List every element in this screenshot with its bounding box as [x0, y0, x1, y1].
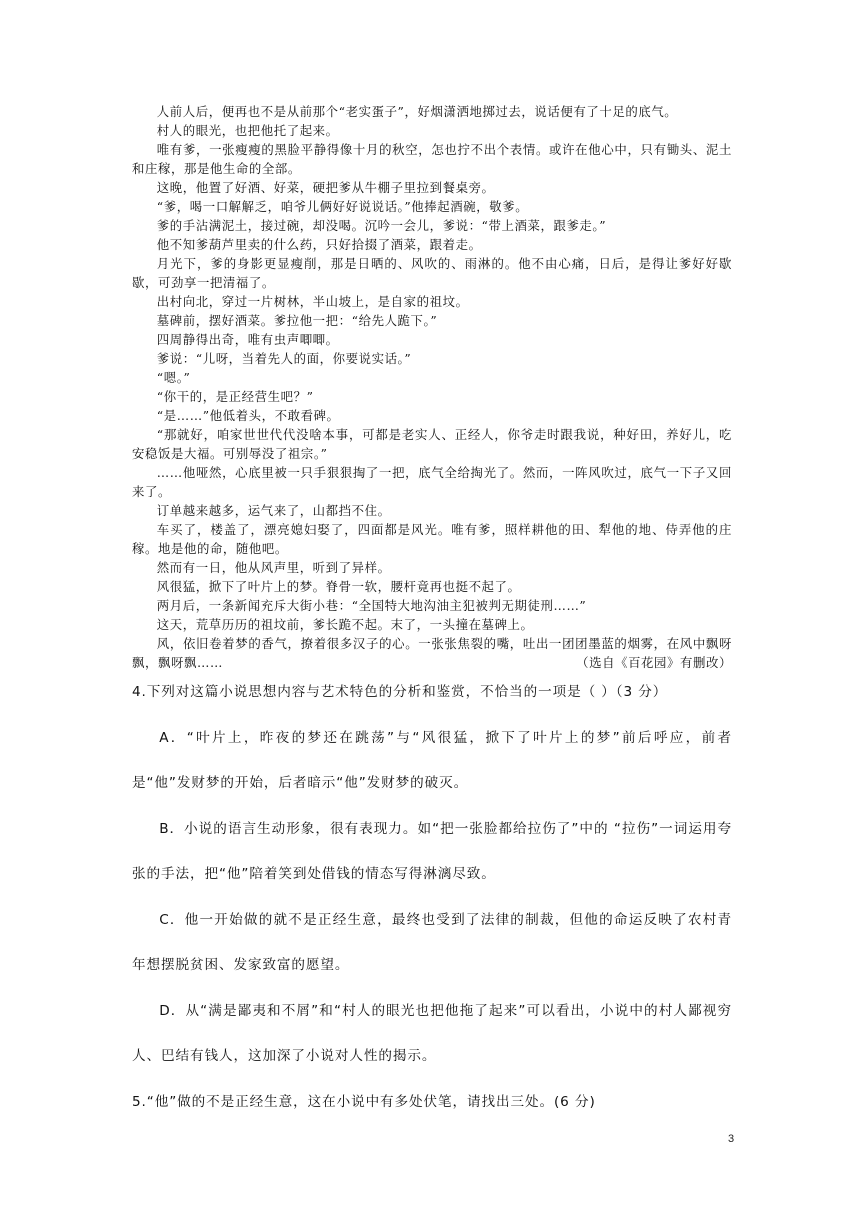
- option-d: D．从“满是鄙夷和不屑”和“村人的眼光也把他拖了起来”可以看出，小说中的村人鄙视穷人、巴结有钱人，这加深了小说对人性的揭示。: [132, 1002, 732, 1064]
- questions-section: [132, 670, 732, 1125]
- story-paragraph: 唯有爹，一张瘦瘦的黑脸平静得像十月的秋空，怎也拧不出个表情。或许在他心中，只有锄头、泥土和庄稼，那是他生命的全部。: [132, 142, 732, 176]
- story-paragraph: 两月后，一条新闻充斥大街小巷：“全国特大地沟油主犯被判无期徒刑……”: [156, 598, 587, 613]
- story-paragraph: 订单越来越多，运气来了，山都挡不住。: [156, 503, 391, 518]
- story-final-paragraph: [132, 634, 732, 672]
- question-4-stem: 4.下列对这篇小说思想内容与艺术特色的分析和鉴赏，不恰当的一项是（ ）（3 分）: [132, 684, 668, 700]
- story-paragraph: “是……”他低着头，不敢看碑。: [156, 408, 340, 423]
- story-paragraph: 村人的眼光，也把他托了起来。: [156, 123, 339, 138]
- story-paragraph: 这天，荒草历历的祖坟前，爹长跪不起。末了，一头撞在墓碑上。: [156, 617, 534, 632]
- story-paragraph: 爹说：“儿呀，当着先人的面，你要说实话。”: [156, 351, 412, 366]
- story-paragraph: 爹的手沾满泥土，接过碗，却没喝。沉吟一会儿，爹说：“带上酒菜，跟爹走。”: [156, 218, 607, 233]
- story-paragraph: “你干的，是正经营生吧？”: [156, 389, 314, 404]
- option-a: A．“叶片上，昨夜的梦还在跳荡”与“风很猛，掀下了叶片上的梦”前后呼应，前者是“他”发财梦的开始，后者暗示“他”发财梦的破灭。: [132, 729, 732, 791]
- story-last-text: 风，依旧卷着梦的香气，撩着很多汉子的心。一张张焦裂的嘴，吐出一团团墨蓝的烟雾，在风中飘呀飘，飘呀飘……: [132, 636, 732, 670]
- story-paragraph: 风很猛，掀下了叶片上的梦。脊骨一软，腰杆竟再也挺不起了。: [156, 579, 521, 594]
- option-b: B．小说的语言生动形象，很有表现力。如“把一张脸都给拉伤了”中的 “拉伤”一词运用夸张的手法，把“他”陪着笑到处借钱的情态写得淋漓尽致。: [132, 820, 732, 882]
- story-paragraph: 他不知爹葫芦里卖的什么药，只好拾掇了酒菜，跟着走。: [156, 237, 482, 252]
- story-paragraph: 墓碑前，摆好酒菜。爹拉他一把：“给先人跪下。”: [156, 313, 438, 328]
- story-paragraph: 车买了，楼盖了，漂亮媳妇娶了，四面都是风光。唯有爹，照样耕他的田、犁他的地、侍弄他的庄稼。地是他的命，随他吧。: [132, 522, 732, 556]
- story-paragraph: 然而有一日，他从风声里，听到了异样。: [156, 560, 391, 575]
- story-paragraph: ……他哑然，心底里被一只手狠狠掏了一把，底气全给掏光了。然而，一阵风吹过，底气一下子又回来了。: [132, 465, 732, 499]
- option-c: C．他一开始做的就不是正经生意，最终也受到了法律的制裁，但他的命运反映了农村青年想摆脱贫困、发家致富的愿望。: [132, 911, 732, 973]
- story-paragraph: “嗯。”: [156, 370, 191, 385]
- story-text: [132, 102, 732, 672]
- story-paragraph: “爹，喝一口解解乏，咱爷儿俩好好说说话。”他捧起酒碗，敬爹。: [156, 199, 529, 214]
- story-paragraph: 这晚，他置了好酒、好菜，硬把爹从牛棚子里拉到餐桌旁。: [156, 180, 495, 195]
- story-paragraph: 人前人后，便再也不是从前那个“老实蛋子”，好烟潇洒地掷过去，说话便有了十足的底气。: [156, 104, 678, 119]
- story-paragraph: “那就好，咱家世世代代没啥本事，可都是老实人、正经人，你爷走时跟我说，种好田，养好儿，吃安稳饭是大福。可别辱没了祖宗。”: [132, 427, 732, 461]
- source-citation: （选自《百花园》有删改）: [576, 655, 732, 670]
- story-paragraph: 四周静得出奇，唯有虫声唧唧。: [156, 332, 339, 347]
- story-paragraph: 月光下，爹的身影更显瘦削，那是日晒的、风吹的、雨淋的。他不由心痛，日后，是得让爹好好歇歇，可劲享一把清福了。: [132, 256, 732, 290]
- story-paragraph: 出村向北，穿过一片树林，半山坡上，是自家的祖坟。: [156, 294, 469, 309]
- question-5-stem: 5.“他”做的不是正经生意，这在小说中有多处伏笔，请找出三处。(6 分): [132, 1093, 596, 1110]
- page-number: 3: [728, 1133, 735, 1145]
